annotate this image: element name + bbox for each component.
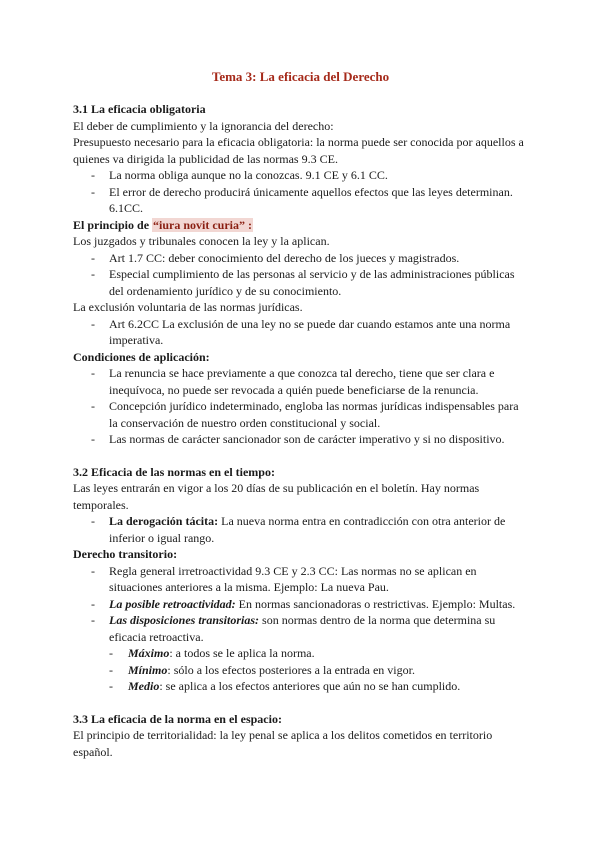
term-label: La derogación tácita:	[109, 514, 219, 528]
list-item: - Regla general irretroactividad 9.3 CE y 2.3 CC: Las normas no se aplican en situaciones anteriores a la misma. Ejemplo: La nueva Pau.	[73, 563, 528, 596]
bullet-list	[73, 563, 528, 646]
list-item: - Concepción jurídico indeterminado, engloba las normas jurídicas indispensables para la conservación de nuestro orden constitucional y social.	[73, 398, 528, 431]
bullet-list	[73, 513, 528, 546]
paragraph: La exclusión voluntaria de las normas jurídicas.	[73, 300, 303, 314]
term-label: Medio	[128, 679, 160, 693]
document-page	[73, 68, 528, 760]
term-text: : se aplica a los efectos anteriores que aún no se han cumplido.	[159, 679, 461, 693]
highlighted-latin-phrase: “iura novit curia” :	[153, 217, 253, 232]
paragraph: El deber de cumplimiento y la ignorancia del derecho:	[73, 118, 334, 133]
list-item: - El error de derecho producirá únicamente aquellos efectos que las leyes determinan. 6.1CC.	[73, 184, 528, 217]
document-title: Tema 3: La eficacia del Derecho	[211, 69, 390, 84]
list-item	[73, 612, 528, 645]
nested-bullet-list	[73, 645, 528, 695]
term-text: : a todos se le aplica la norma.	[169, 646, 315, 660]
conditions-heading: Condiciones de aplicación:	[73, 349, 210, 364]
section-heading-3-2: 3.2 Eficacia de las normas en el tiempo:	[73, 464, 275, 479]
nested-list-item	[73, 645, 528, 662]
section-heading-3-3: 3.3 La eficacia de la norma en el espacio:	[73, 711, 282, 726]
term-label: La posible retroactividad:	[109, 596, 236, 611]
section-heading-3-1: 3.1 La eficacia obligatoria	[73, 102, 206, 116]
list-item	[73, 513, 528, 546]
bullet-list	[73, 365, 528, 448]
term-text: En normas sancionadoras o restrictivas. Ejemplo: Multas.	[235, 596, 516, 611]
nested-list-item	[73, 678, 528, 695]
paragraph: Los juzgados y tribunales conocen la ley y la aplican.	[73, 234, 330, 248]
term-text: : sólo a los efectos posteriores a la entrada en vigor.	[167, 662, 415, 677]
heading-prefix: El principio de	[73, 217, 153, 232]
list-item: - La norma obliga aunque no la conozcas. 9.1 CE y 6.1 CC.	[73, 167, 528, 184]
paragraph: Presupuesto necesario para la eficacia obligatoria: la norma puede ser conocida por aquellos a quienes va dirigida la publicidad de las normas 9.3 CE.	[73, 135, 524, 166]
bullet-list	[73, 316, 528, 349]
nested-list-item	[73, 662, 528, 679]
bullet-list	[73, 250, 528, 300]
list-item: - Art 1.7 CC: deber conocimiento del derecho de los jueces y magistrados.	[73, 250, 528, 267]
term-label: Máximo	[128, 646, 170, 660]
term-text: son normas dentro de la norma que determina su eficacia retroactiva.	[109, 613, 496, 644]
list-item	[73, 596, 528, 613]
list-item: - Especial cumplimiento de las personas al servicio y de las administraciones públicas del ordenamiento jurídico y de su conocimiento.	[73, 266, 528, 299]
term-text: La nueva norma entra en contradicción con otra anterior de inferior o igual rango.	[109, 514, 506, 545]
bullet-list	[73, 167, 528, 217]
iura-novit-curia-heading	[73, 217, 528, 234]
list-item: - La renuncia se hace previamente a que conozca tal derecho, tiene que ser clara e inequívoca, no puede ser revocada a quién puede beneficiarse de la renuncia.	[73, 365, 528, 398]
list-item: - Art 6.2CC La exclusión de una ley no se puede dar cuando estamos ante una norma imperativa.	[73, 316, 528, 349]
term-label: Mínimo	[128, 662, 168, 677]
term-label: Las disposiciones transitorias:	[109, 613, 260, 627]
paragraph: El principio de territorialidad: la ley penal se aplica a los delitos cometidos en territorio español.	[73, 728, 493, 759]
paragraph: Las leyes entrarán en vigor a los 20 días de su publicación en el boletín. Hay normas temporales.	[73, 481, 480, 512]
list-item: - Las normas de carácter sancionador son de carácter imperativo y si no dispositivo.	[73, 431, 528, 448]
transitory-law-heading: Derecho transitorio:	[73, 547, 178, 561]
